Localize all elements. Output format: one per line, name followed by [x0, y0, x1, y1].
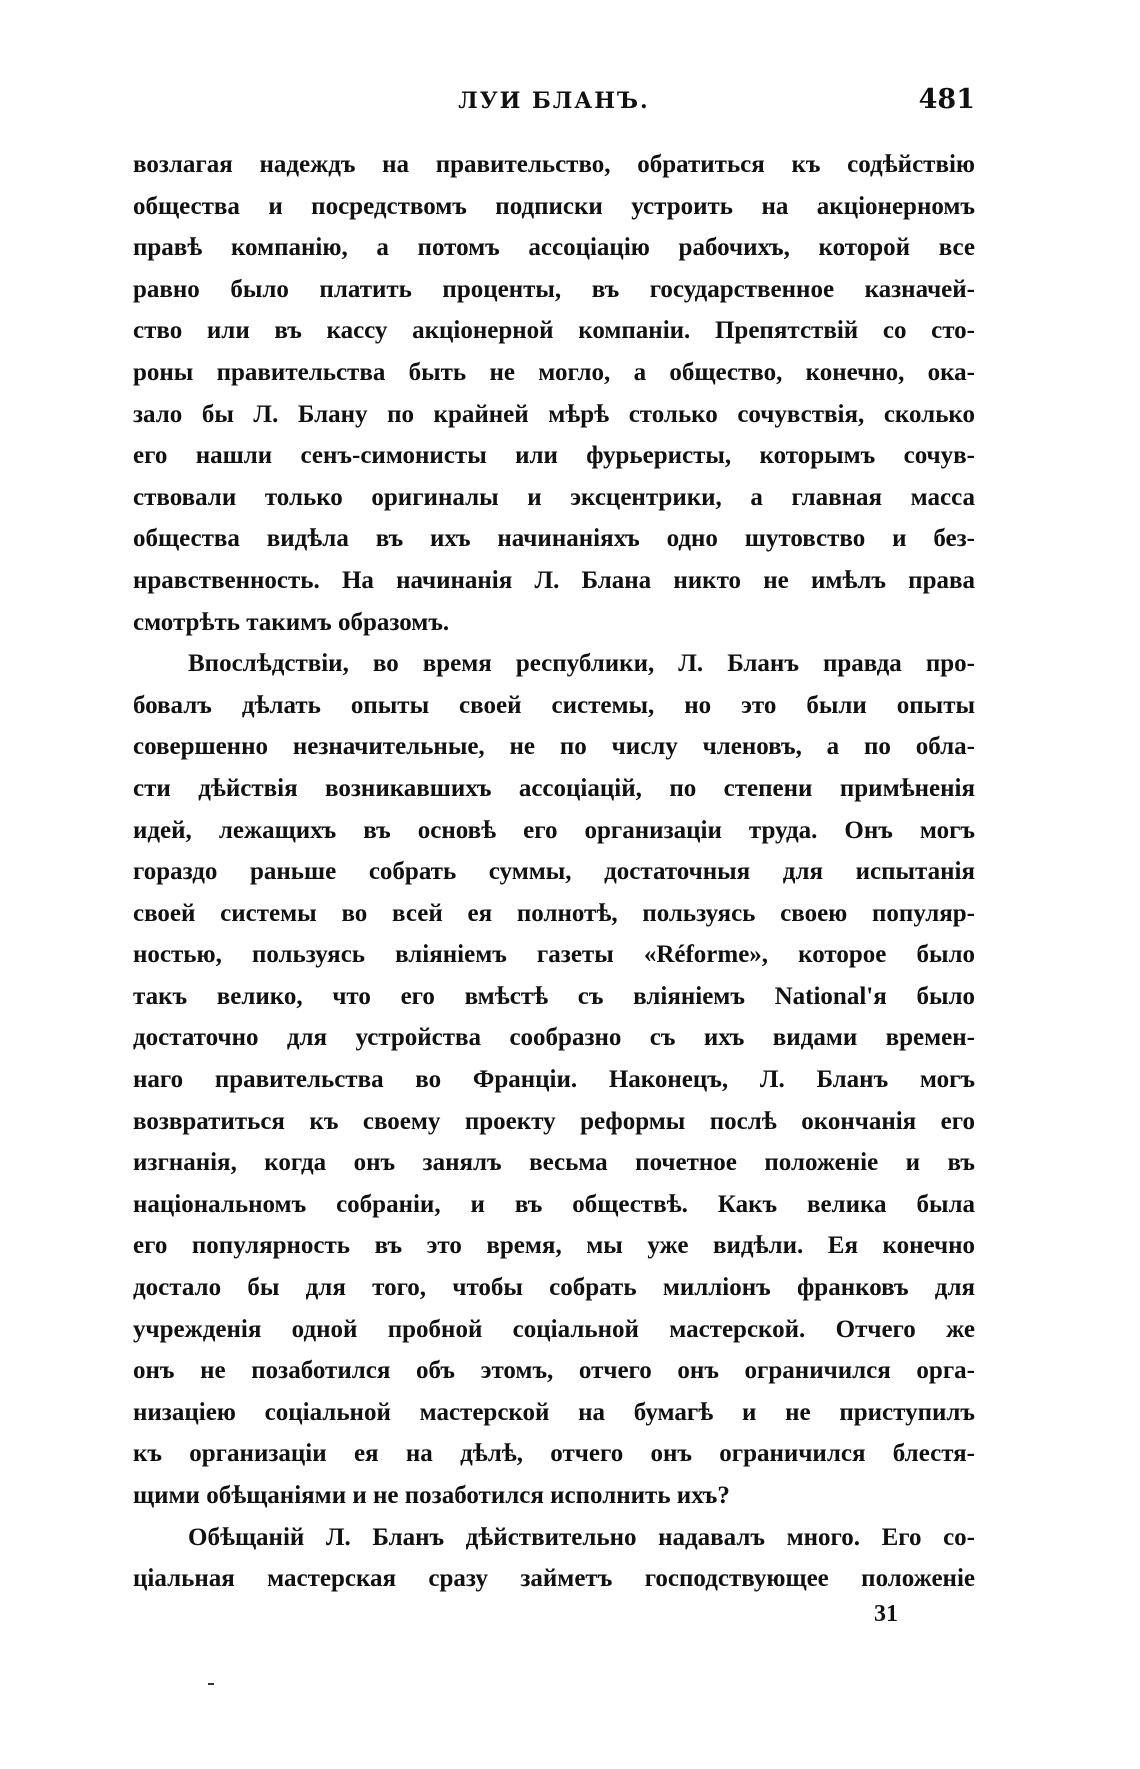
text-line: его популярность въ это время, мы уже видѣли. Ея конечно: [133, 1232, 975, 1260]
text-line: достало бы для того, чтобы собрать милліонъ франковъ для: [133, 1274, 975, 1302]
text-line: сти дѣйствія возникавшихъ ассоціацій, по степени примѣненія: [133, 774, 975, 802]
text-line: равно было платить проценты, въ государственное казначей-: [133, 275, 975, 303]
text-line: нравственность. На начинанія Л. Блана никто не имѣлъ права: [133, 566, 975, 594]
text-line: наго правительства во Франціи. Наконецъ, Л. Бланъ могъ: [133, 1066, 975, 1094]
text-line: такъ велико, что его вмѣстѣ съ вліяніемъ National'я было: [133, 982, 975, 1010]
text-line: общества и посредствомъ подписки устроить на акціонерномъ: [133, 192, 975, 220]
signature-mark: 31: [874, 1601, 898, 1627]
text-line: идей, лежащихъ въ основѣ его организаціи труда. Онъ могъ: [133, 816, 975, 844]
text-line: ствовали только оригиналы и эксцентрики, а главная масса: [133, 483, 975, 511]
text-line: низаціею соціальной мастерской на бумагѣ и не приступилъ: [133, 1398, 975, 1426]
text-line: ностью, пользуясь вліяніемъ газеты «Réforme», которое было: [133, 941, 975, 969]
text-line: ство или въ кассу акціонерной компаніи. Препятствій со сто-: [133, 317, 975, 345]
text-line: возвратиться къ своему проекту реформы послѣ окончанія его: [133, 1107, 975, 1135]
text-line: достаточно для устройства сообразно съ ихъ видами времен-: [133, 1024, 975, 1052]
text-line: изгнанія, когда онъ занялъ весьма почетное положеніе и въ: [133, 1149, 975, 1177]
text-line: его нашли сенъ-симонисты или фурьеристы, которымъ сочув-: [133, 442, 975, 470]
text-line: бовалъ дѣлать опыты своей системы, но это были опыты: [133, 691, 975, 719]
text-line: роны правительства быть не могло, а общество, конечно, ока-: [133, 358, 975, 386]
text-line: къ организаціи ея на дѣлѣ, отчего онъ ограничился блестя-: [133, 1440, 975, 1468]
text-line: зало бы Л. Блану по крайней мѣрѣ столько сочувствія, сколько: [133, 400, 975, 428]
text-line: Впослѣдствіи, во время республики, Л. Бланъ правда про-: [188, 650, 975, 678]
running-title: ЛУИ БЛАНЪ.: [458, 88, 650, 114]
text-line: онъ не позаботился объ этомъ, отчего онъ ограничился орга-: [133, 1357, 975, 1385]
running-head: [133, 78, 975, 118]
text-line: смотрѣть такимъ образомъ.: [133, 608, 450, 636]
text-line: учрежденія одной пробной соціальной мастерской. Отчего же: [133, 1315, 975, 1343]
text-line: возлагая надеждъ на правительство, обратиться къ содѣйствію: [133, 151, 975, 178]
print-speck: [208, 1683, 214, 1685]
body-text: [133, 144, 975, 1600]
text-line: своей системы во всей ея полнотѣ, пользуясь своею популяр-: [133, 899, 975, 927]
text-line: щими обѣщаніями и не позаботился исполнить ихъ?: [133, 1482, 730, 1509]
text-line: національномъ собраніи, и въ обществѣ. Какъ велика была: [133, 1190, 975, 1218]
text-line: общества видѣла въ ихъ начинаніяхъ одно шутовство и без-: [133, 525, 975, 553]
text-line: ціальная мастерская сразу займетъ господствующее положеніе: [133, 1565, 975, 1593]
page-number: 481: [918, 84, 975, 115]
text-line: гораздо раньше собрать суммы, достаточныя для испытанія: [133, 858, 975, 886]
text-line: Обѣщаній Л. Бланъ дѣйствительно надавалъ много. Его со-: [188, 1523, 975, 1551]
text-line: правѣ компанію, а потомъ ассоціацію рабочихъ, которой все: [133, 234, 975, 262]
text-line: совершенно незначительные, не по числу членовъ, а по обла-: [133, 733, 975, 761]
